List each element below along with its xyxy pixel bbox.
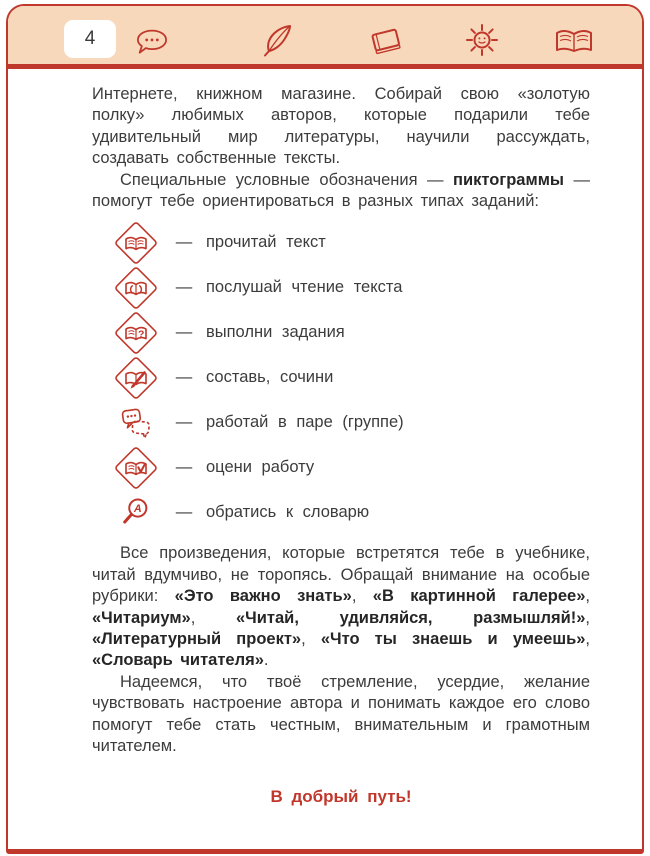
pair-work-icon [110, 400, 162, 446]
pictogram-label: послушай чтение текста [206, 278, 403, 297]
pictogram-label: обратись к словарю [206, 503, 370, 522]
book-check-icon [110, 445, 162, 491]
book-write-icon [110, 355, 162, 401]
pictogram-row-read [92, 220, 590, 265]
pictogram-row-listen [92, 265, 590, 310]
dash-separator: — [175, 278, 193, 297]
pictogram-legend [92, 220, 590, 535]
book-read-icon [110, 220, 162, 266]
page-number: 4 [64, 20, 116, 58]
book-question-icon [110, 310, 162, 356]
book-listen-icon [110, 265, 162, 311]
pictogram-label: оцени работу [206, 458, 315, 477]
paragraph-wishes: Надеемся, что твоё стремление, усердие, желание чувствовать настроение автора и понимать каждое его слово помогут тебе стать честным, внимательным и грамотным читателем. [92, 672, 590, 756]
paragraph-intro: Интернете, книжном магазине. Собирай свою «золотую полку» любимых авторов, которые подарили тебе удивительный мир литературы, научили рассуждать, создавать собственные тексты. [92, 85, 590, 168]
dash-separator: — [175, 413, 193, 432]
pictogram-row-pair-work [92, 400, 590, 445]
pictogram-row-evaluate [92, 445, 590, 490]
dash-separator: — [175, 503, 193, 522]
pictogram-label: работай в паре (группе) [206, 413, 404, 432]
dictionary-magnifier-icon [110, 495, 162, 531]
pictogram-row-compose [92, 355, 590, 400]
pictogram-row-dictionary [92, 490, 590, 535]
paragraph-pictograms-intro: Специальные условные обозначения — пиктограммы — помогут тебе ориентироваться в разных типах заданий: [92, 170, 590, 211]
pictogram-label: выполни задания [206, 323, 345, 342]
dash-separator: — [175, 233, 193, 252]
svg-text:A: A [133, 503, 142, 516]
svg-text:?: ? [137, 328, 145, 341]
header-divider-line [8, 64, 642, 69]
book-icon [366, 22, 406, 60]
pictogram-label: составь, сочини [206, 368, 334, 387]
open-book-icon [552, 24, 596, 58]
speech-bubble-icon [132, 28, 172, 58]
closing-heading: В добрый путь! [270, 786, 412, 806]
page-content [92, 84, 590, 807]
quill-icon [257, 20, 297, 60]
sun-icon [460, 20, 504, 60]
pictogram-row-tasks [92, 310, 590, 355]
paragraph-rubrics: Все произведения, которые встретятся тебе в учебнике, читай вдумчиво, не торопясь. Обращай внимание на особые рубрики: «Это важно знать», «В картинной галерее», «Читариум», «Читай, удивляйся, размышляй!», «Литературный проект», «Что ты знаешь и умеешь», «Словарь читателя». [92, 544, 591, 670]
dash-separator: — [175, 458, 193, 477]
pictogram-label: прочитай текст [206, 233, 326, 252]
dash-separator: — [175, 323, 193, 342]
dash-separator: — [175, 368, 193, 387]
